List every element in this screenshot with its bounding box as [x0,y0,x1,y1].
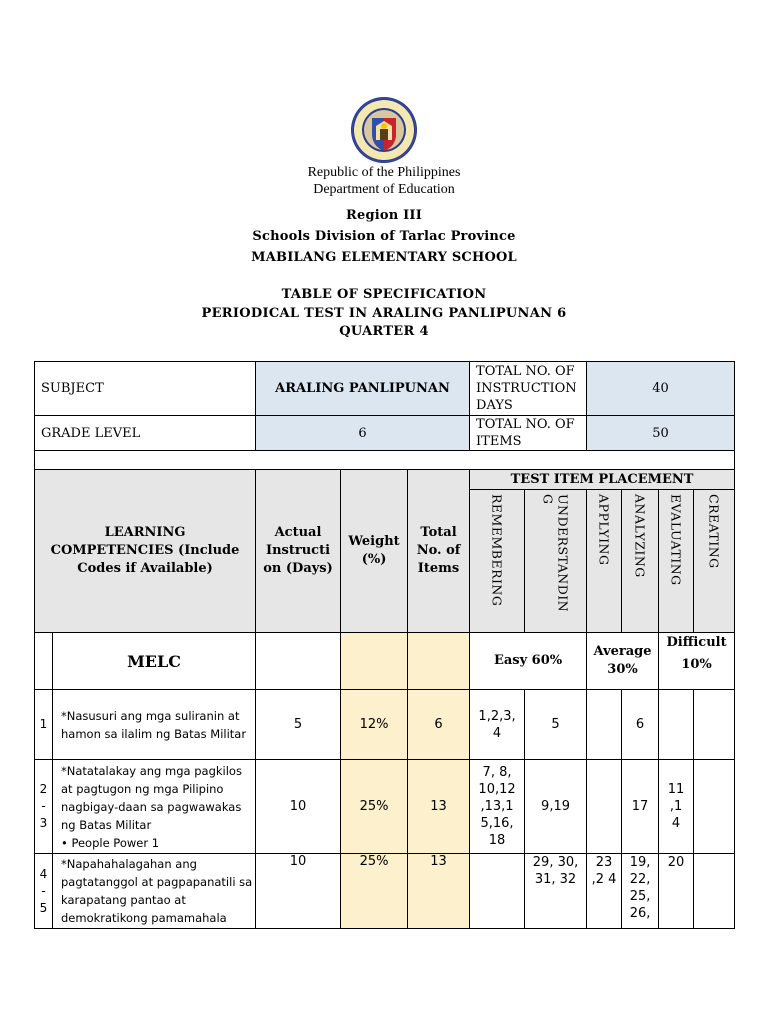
difficult-label [659,633,735,690]
competency-cell [53,690,256,760]
items-cell: 13 [408,760,470,854]
understanding-cell: 29, 30, 31, 32 [525,854,587,929]
division-line: Schools Division of Tarlac Province [252,229,516,244]
evaluating-cell [659,690,694,760]
competency-bullet: • People Power 1 [61,835,160,850]
subject-label: SUBJECT [35,362,256,416]
evaluating-cell: 11 ,1 4 [659,760,694,854]
remembering-cell: 7, 8, 10,12 ,13,1 5,16, 18 [470,760,525,854]
items-cell: 6 [408,690,470,760]
specification-table [34,361,735,929]
level-remembering: REMEMBERING [470,490,525,633]
republic-line: Republic of the Philippines [307,165,461,180]
header-school [0,205,768,268]
creating-cell [694,690,735,760]
column-header-row [35,470,735,490]
competency-text: *Natatalakay ang mga pagkilos at pagtugon ng mga Pilipino nagbigay-daan sa pagwawakas ng Batas Militar [61,763,242,832]
melc-items-cell [408,633,470,690]
title-line-2: PERIODICAL TEST IN ARALING PANLIPUNAN 6 [201,305,567,321]
table-row [35,854,735,929]
competencies-header: LEARNING COMPETENCIES (Include Codes if Available) [35,470,256,633]
header-top [0,164,768,198]
grade-value: 6 [256,416,470,451]
grade-label: GRADE LEVEL [35,416,256,451]
applying-cell: 23 ,2 4 [587,854,622,929]
school-name: MABILANG ELEMENTARY SCHOOL [251,250,517,265]
evaluating-cell: 20 [659,854,694,929]
region-line: Region III [346,208,422,223]
weight-cell: 25% [341,854,408,929]
competency-text: *Nasusuri ang mga suliranin at hamon sa ilalim ng Batas Militar [61,708,247,741]
row-index: 1 [35,690,53,760]
title-line-3: QUARTER 4 [339,324,429,339]
analyzing-cell: 17 [622,760,659,854]
actual-days-header: Actual Instructi on (Days) [256,470,341,633]
difficult-text: Difficult [666,635,727,650]
analyzing-cell: 19, 22, 25, 26, [622,854,659,929]
remembering-cell: 1,2,3, 4 [470,690,525,760]
title-line-1: TABLE OF SPECIFICATION [281,287,487,302]
melc-days-cell [256,633,341,690]
weight-cell: 12% [341,690,408,760]
understanding-cell: 5 [525,690,587,760]
weight-cell: 25% [341,760,408,854]
melc-row [35,633,735,690]
spacer-cell [35,451,735,470]
days-cell: 10 [256,854,341,929]
table-row [35,690,735,760]
level-creating: CREATING [694,490,735,633]
creating-cell [694,760,735,854]
grade-row [35,416,735,451]
days-value: 40 [587,362,735,416]
weight-header: Weight (%) [341,470,408,633]
understanding-cell: 9,19 [525,760,587,854]
level-analyzing: ANALYZING [622,490,659,633]
deped-seal-logo [350,96,418,164]
average-label: Average 30% [587,633,659,690]
level-applying: APPLYING [587,490,622,633]
applying-cell [587,690,622,760]
days-cell: 10 [256,760,341,854]
level-evaluating: EVALUATING [659,490,694,633]
department-line: Department of Education [313,182,455,197]
subject-value: ARALING PANLIPUNAN [256,362,470,416]
spacer-row [35,451,735,470]
items-label: TOTAL NO. OF ITEMS [470,416,587,451]
document-title [0,286,768,342]
items-value: 50 [587,416,735,451]
days-cell: 5 [256,690,341,760]
competency-text: *Napahahalagahan ang pagtatanggol at pagpapanatili sa karapatang pantao at demokratikong pamamahala [61,857,253,925]
subject-row [35,362,735,416]
days-label: TOTAL NO. OF INSTRUCTION DAYS [470,362,587,416]
easy-label: Easy 60% [470,633,587,690]
total-items-header: Total No. of Items [408,470,470,633]
melc-weight-cell [341,633,408,690]
row-index: 2 - 3 [35,760,53,854]
table-row [35,760,735,854]
remembering-cell [470,854,525,929]
creating-cell [694,854,735,929]
difficult-percent: 10% [681,657,712,672]
test-item-placement-header: TEST ITEM PLACEMENT [470,470,735,490]
melc-index-cell [35,633,53,690]
melc-label: MELC [53,633,256,690]
applying-cell [587,760,622,854]
analyzing-cell: 6 [622,690,659,760]
items-cell: 13 [408,854,470,929]
level-understanding: UNDERSTANDIN G [525,490,587,633]
competency-cell [53,854,256,929]
competency-cell [53,760,256,854]
row-index: 4 - 5 [35,854,53,929]
